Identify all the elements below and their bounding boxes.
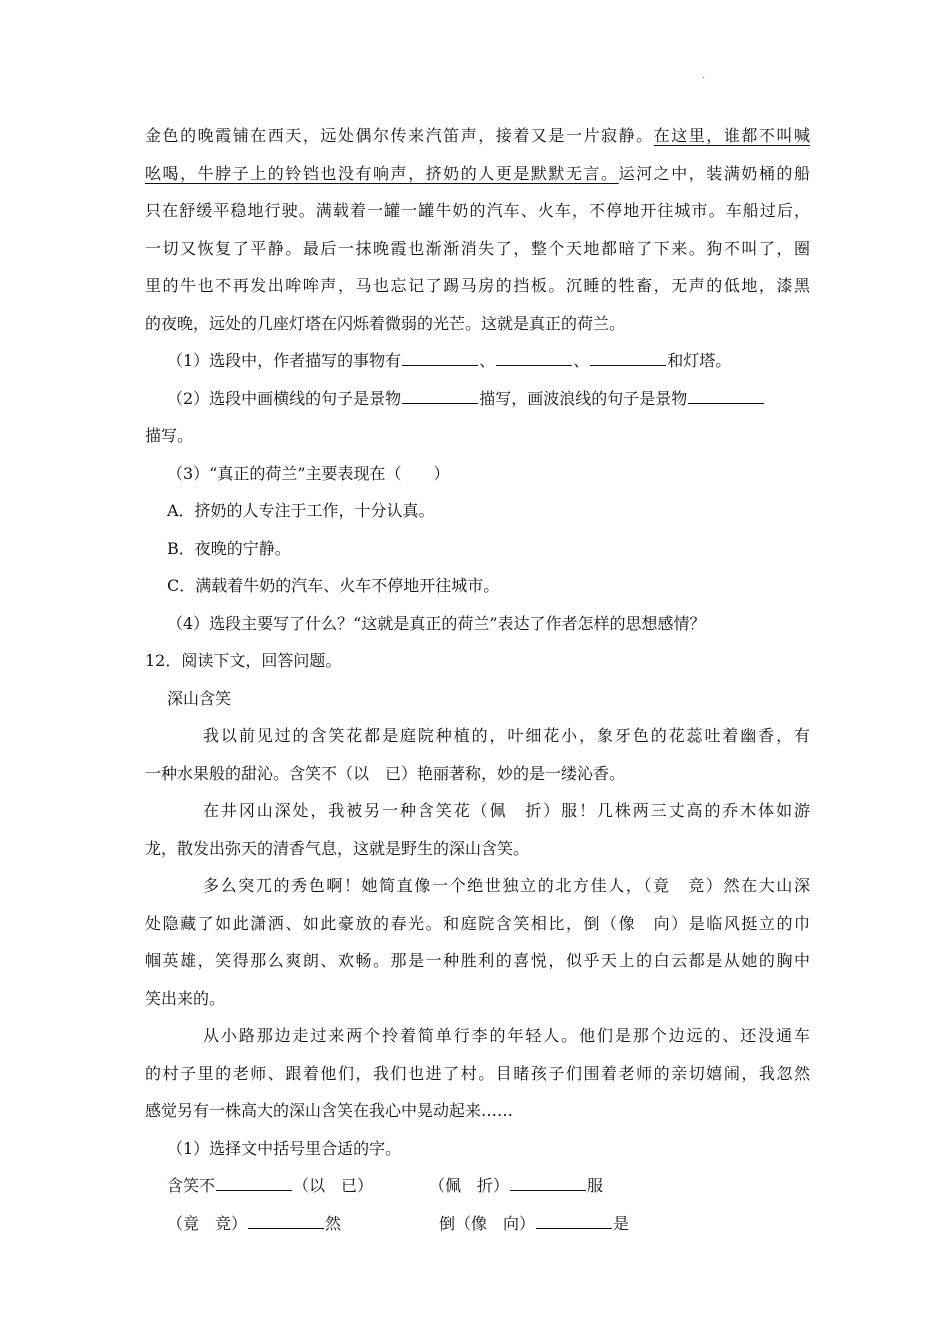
question-3: （3）“真正的荷兰”主要表现在（ ）	[167, 463, 450, 483]
passage-line: 的夜晚，远处的几座灯塔在闪烁着微弱的光芒。这就是真正的荷兰。	[145, 313, 626, 333]
answer-blank[interactable]	[496, 351, 572, 366]
passage-line: 里的牛也不再发出哞哞声，马也忘记了踢马房的挡板。沉睡的牲畜，无声的低地，漆黑	[145, 276, 810, 295]
option-b[interactable]: B．夜晚的宁静。	[167, 538, 291, 558]
question-12-heading: 12．阅读下文，回答问题。	[145, 651, 342, 670]
question-2-continued: 描写。	[145, 426, 194, 445]
answer-blank[interactable]	[688, 389, 764, 404]
passage-line: 金色的晚霞铺在西天，远处偶尔传来汽笛声，接着又是一片寂静。在这里，谁都不叫喊	[145, 126, 810, 145]
passage-line: 我以前见过的含笑花都是庭院种植的，叶细花小，象牙色的花蕊吐着幽香，有	[203, 726, 810, 745]
sub-question-1: （1）选择文中括号里合适的字。	[167, 1138, 402, 1158]
underlined-sentence: 吆喝，牛脖子上的铃铛也没有响声，挤奶的人更是默默无言。	[145, 163, 619, 183]
passage-title: 深山含笑	[167, 688, 232, 708]
passage-line: 一种水果般的甜沁。含笑不（以 已）艳丽著称，妙的是一缕沁香。	[145, 763, 626, 783]
answer-blank[interactable]	[536, 1214, 612, 1229]
question-2: （2）选段中画横线的句子是景物 描写，画波浪线的句子是景物	[145, 380, 810, 418]
fill-row-2: （竟 竞） 然 倒（像 向） 是	[167, 1213, 630, 1233]
question-1: （1）选段中，作者描写的事物有 、 、 和灯塔。	[167, 351, 732, 370]
passage-line: 只在舒缓平稳地行驶。满载着一罐一罐牛奶的汽车、火车，不停地开往城市。车船过后，	[145, 201, 810, 220]
passage-line: 一切又恢复了平静。最后一抹晚霞也渐渐消失了，整个天地都暗了下来。狗不叫了，圈	[145, 238, 810, 258]
passage-line: 龙，散发出弥天的清香气息，这就是野生的深山含笑。	[145, 838, 530, 858]
answer-blank[interactable]	[510, 1176, 586, 1191]
passage-line: 在井冈山深处，我被另一种含笑花（佩 折）服！几株两三丈高的乔木体如游	[203, 801, 810, 820]
passage-line: 的村子里的老师、跟着他们，我们也进了村。目睹孩子们围着老师的亲切嬉闹，我忽然	[145, 1063, 810, 1083]
passage-line: 帼英雄，笑得那么爽朗、欢畅。那是一种胜利的喜悦，似乎天上的白云都是从她的胸中	[145, 951, 810, 970]
passage-line: 感觉另有一株高大的深山含笑在我心中晃动起来……	[145, 1101, 514, 1120]
answer-blank[interactable]	[402, 351, 478, 366]
header-mark: .	[702, 70, 706, 81]
passage-line: 吆喝，牛脖子上的铃铛也没有响声，挤奶的人更是默默无言。运河之中，装满奶桶的船	[145, 163, 810, 183]
answer-blank[interactable]	[248, 1214, 324, 1229]
passage-line: 从小路那边走过来两个拎着简单行李的年轻人。他们是那个边远的、还没通车	[203, 1026, 810, 1045]
underlined-sentence: 在这里，谁都不叫喊	[653, 126, 810, 145]
option-a[interactable]: A．挤奶的人专注于工作，十分认真。	[167, 501, 435, 520]
passage-line: 笑出来的。	[145, 988, 226, 1008]
option-c[interactable]: C．满载着牛奶的汽车、火车不停地开往城市。	[167, 576, 500, 595]
answer-blank[interactable]	[216, 1176, 292, 1191]
passage-line: 处隐藏了如此潇洒、如此豪放的春光。和庭院含笑相比，倒（像 向）是临风挺立的巾	[145, 913, 810, 933]
document-body	[145, 117, 810, 1242]
answer-blank[interactable]	[402, 389, 478, 404]
fill-row-1: 含笑不 （以 已） （佩 折） 服	[167, 1176, 604, 1195]
passage-line: 多么突兀的秀色啊！她简直像一个绝世独立的北方佳人，（竟 竞）然在大山深	[203, 876, 810, 895]
answer-blank[interactable]	[590, 351, 666, 366]
question-4: （4）选段主要写了什么？“这就是真正的荷兰”表达了作者怎样的思想感情？	[167, 613, 706, 633]
